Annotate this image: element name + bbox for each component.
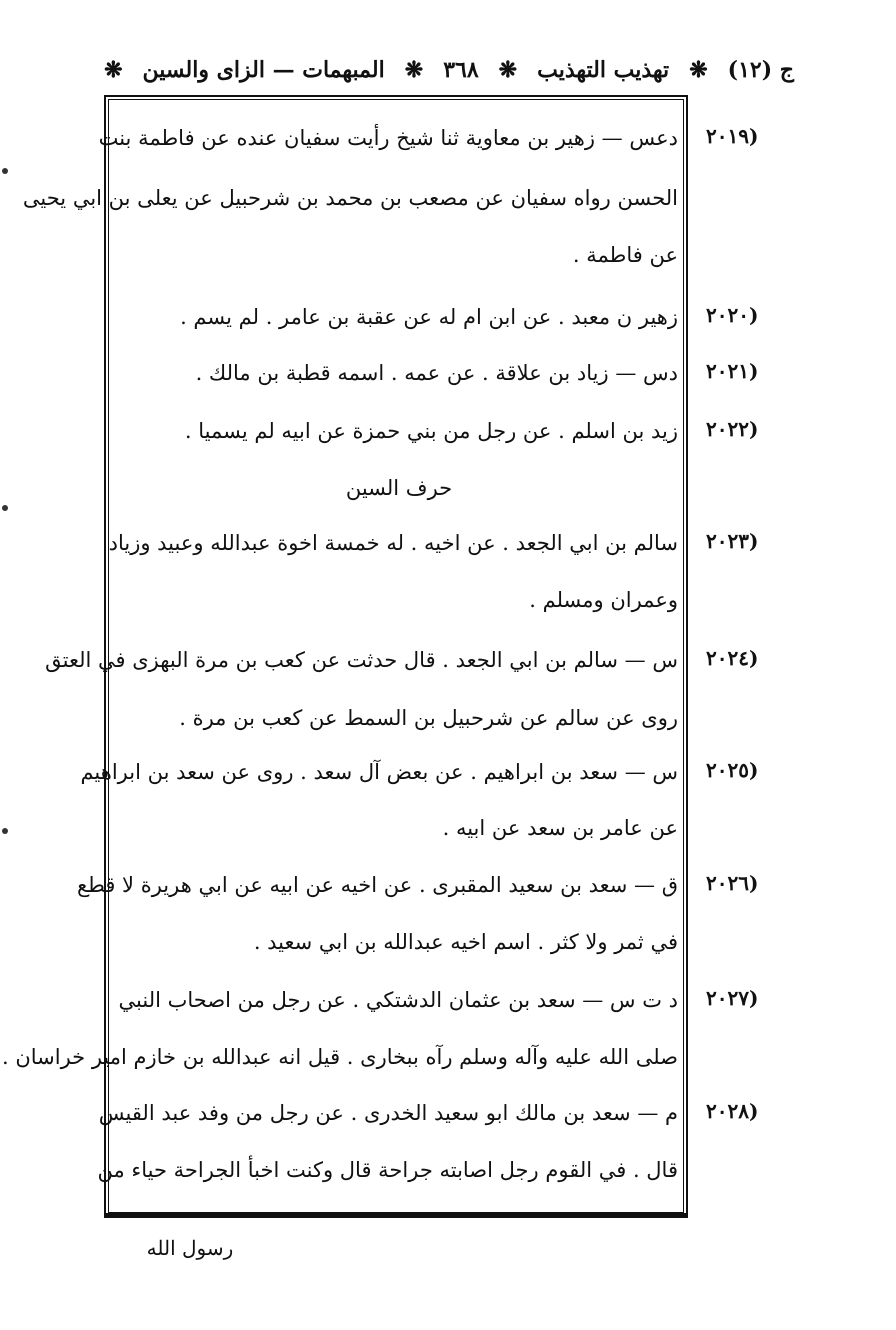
entry-number: (٢٠٢٧ [706, 986, 759, 1010]
entry-number: (٢٠٢٠ [706, 303, 759, 327]
entry-line: دعس — زهير بن معاوية ثنا شيخ رأيت سفيان عنده عن فاطمة بنت [98, 126, 678, 150]
star-ornament-icon: ❋ [498, 57, 518, 83]
entry-line: عن عامر بن سعد عن ابيه . [442, 816, 678, 840]
entry-number: (٢٠١٩ [706, 124, 759, 148]
entry-line: الحسن رواه سفيان عن مصعب بن محمد بن شرحبيل عن يعلى بن ابي يحيى [22, 186, 678, 210]
star-ornament-icon: ❋ [689, 57, 708, 83]
header-page-number: ٣٦٨ [443, 57, 479, 83]
frame-bottom-rule [104, 1213, 688, 1218]
entry-number: (٢٠٢٢ [706, 417, 759, 441]
entry-line: في ثمر ولا كثر . اسم اخيه عبدالله بن ابي سعيد . [253, 930, 678, 954]
entry-line: روى عن سالم عن شرحبيل بن السمط عن كعب بن مرة . [179, 706, 678, 730]
header-book-title: تهذيب التهذيب [537, 57, 670, 83]
entry-number: (٢٠٢٦ [706, 871, 759, 895]
margin-mark [2, 168, 8, 174]
entry-line: عن فاطمة . [572, 243, 678, 267]
catchword: رسول الله [146, 1236, 234, 1260]
star-ornament-icon: ❋ [104, 57, 123, 83]
running-header [104, 50, 794, 90]
entry-line: س — سعد بن ابراهيم . عن بعض آل سعد . روى عن سعد بن ابراهيم [80, 760, 678, 784]
entry-line: سالم بن ابي الجعد . عن اخيه . له خمسة اخوة عبدالله وعبيد وزياد [108, 531, 678, 555]
entry-number: (٢٠٢٤ [706, 646, 759, 670]
margin-mark [2, 828, 8, 834]
entry-line: م — سعد بن مالك ابو سعيد الخدرى . عن رجل من وفد عبد القيس [98, 1101, 678, 1125]
entry-number: (٢٠٢٥ [706, 758, 759, 782]
margin-mark [2, 505, 8, 511]
entry-line: صلى الله عليه وآله وسلم رآه ببخارى . قيل انه عبدالله بن خازم امير خراسان . [1, 1045, 678, 1069]
entry-line: د ت س — سعد بن عثمان الدشتكي . عن رجل من اصحاب النبي [118, 988, 678, 1012]
header-section-title: المبهمات — الزاى والسين [142, 57, 385, 83]
entry-line: قال . في القوم رجل اصابته جراحة قال وكنت اخبأ الجراحة حياء من [97, 1158, 678, 1182]
entry-line: س — سالم بن ابي الجعد . قال حدثت عن كعب بن مرة البهزى في العتق [45, 648, 678, 672]
entry-line: ق — سعد بن سعيد المقبرى . عن اخيه عن ابيه عن ابي هريرة لا قطع [76, 873, 678, 897]
entry-number: (٢٠٢١ [706, 359, 759, 383]
entry-line: زهير ن معبد . عن ابن ام له عن عقبة بن عامر . لم يسم . [180, 305, 678, 329]
entry-line: وعمران ومسلم . [529, 588, 678, 612]
entry-line: زيد بن اسلم . عن رجل من بني حمزة عن ابيه لم يسميا . [184, 419, 678, 443]
entry-number: (٢٠٢٣ [706, 529, 759, 553]
entry-number: (٢٠٢٨ [706, 1099, 759, 1123]
entry-line: دس — زياد بن علاقة . عن عمه . اسمه قطبة بن مالك . [195, 361, 678, 385]
star-ornament-icon: ❋ [404, 57, 424, 83]
section-heading: حرف السين [345, 476, 453, 500]
header-volume: ج (١٢) [727, 57, 794, 83]
